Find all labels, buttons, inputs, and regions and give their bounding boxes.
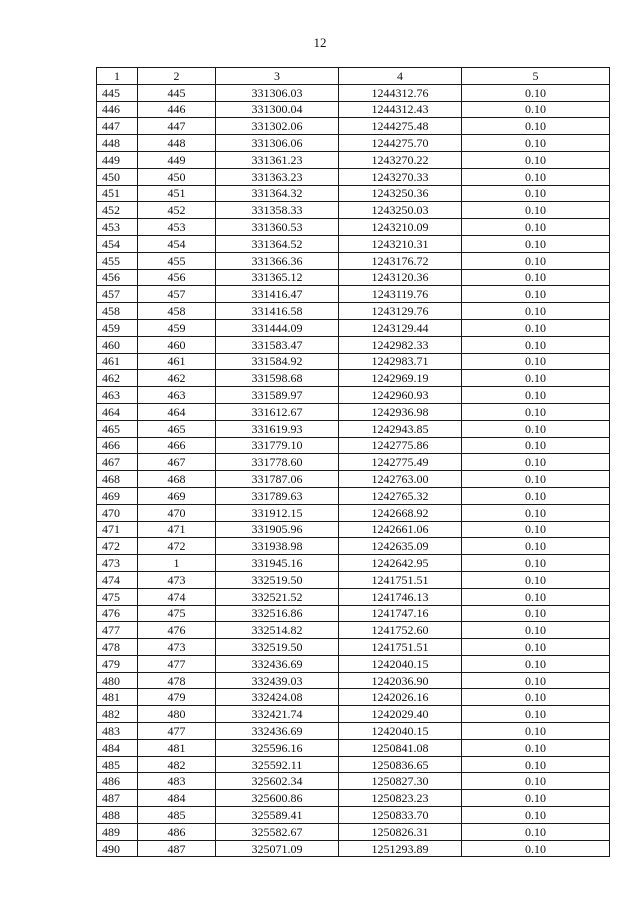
point-id-cell: 487 <box>138 840 216 857</box>
point-id-cell: 483 <box>138 773 216 790</box>
table-row <box>97 101 610 118</box>
value-cell: 0.10 <box>462 605 610 622</box>
point-id-cell: 473 <box>138 571 216 588</box>
x-coordinate-cell: 331366.36 <box>216 252 339 269</box>
y-coordinate-cell: 1242765.32 <box>339 487 462 504</box>
value-cell: 0.10 <box>462 135 610 152</box>
x-coordinate-cell: 332439.03 <box>216 672 339 689</box>
point-id-cell: 456 <box>138 269 216 286</box>
table-row <box>97 370 610 387</box>
x-coordinate-cell: 331787.06 <box>216 471 339 488</box>
value-cell: 0.10 <box>462 168 610 185</box>
y-coordinate-cell: 1242642.95 <box>339 555 462 572</box>
x-coordinate-cell: 331612.67 <box>216 403 339 420</box>
x-coordinate-cell: 331912.15 <box>216 504 339 521</box>
row-number-cell: 461 <box>97 353 138 370</box>
value-cell: 0.10 <box>462 739 610 756</box>
row-number-cell: 449 <box>97 151 138 168</box>
y-coordinate-cell: 1241751.51 <box>339 571 462 588</box>
table-body <box>97 84 610 857</box>
point-id-cell: 480 <box>138 706 216 723</box>
value-cell: 0.10 <box>462 252 610 269</box>
column-header: 1 <box>97 68 138 85</box>
x-coordinate-cell: 325602.34 <box>216 773 339 790</box>
y-coordinate-cell: 1244312.43 <box>339 101 462 118</box>
value-cell: 0.10 <box>462 471 610 488</box>
x-coordinate-cell: 325596.16 <box>216 739 339 756</box>
value-cell: 0.10 <box>462 504 610 521</box>
row-number-cell: 453 <box>97 219 138 236</box>
row-number-cell: 464 <box>97 403 138 420</box>
value-cell: 0.10 <box>462 790 610 807</box>
value-cell: 0.10 <box>462 689 610 706</box>
y-coordinate-cell: 1241746.13 <box>339 588 462 605</box>
value-cell: 0.10 <box>462 672 610 689</box>
x-coordinate-cell: 332436.69 <box>216 723 339 740</box>
y-coordinate-cell: 1242036.90 <box>339 672 462 689</box>
table-row <box>97 420 610 437</box>
point-id-cell: 477 <box>138 655 216 672</box>
row-number-cell: 450 <box>97 168 138 185</box>
row-number-cell: 478 <box>97 639 138 656</box>
x-coordinate-cell: 331306.03 <box>216 84 339 101</box>
point-id-cell: 1 <box>138 555 216 572</box>
row-number-cell: 454 <box>97 235 138 252</box>
value-cell: 0.10 <box>462 437 610 454</box>
point-id-cell: 474 <box>138 588 216 605</box>
value-cell: 0.10 <box>462 823 610 840</box>
point-id-cell: 478 <box>138 672 216 689</box>
x-coordinate-cell: 332521.52 <box>216 588 339 605</box>
table-row <box>97 756 610 773</box>
x-coordinate-cell: 331361.23 <box>216 151 339 168</box>
row-number-cell: 465 <box>97 420 138 437</box>
table-row <box>97 185 610 202</box>
row-number-cell: 469 <box>97 487 138 504</box>
point-id-cell: 475 <box>138 605 216 622</box>
point-id-cell: 479 <box>138 689 216 706</box>
row-number-cell: 445 <box>97 84 138 101</box>
value-cell: 0.10 <box>462 655 610 672</box>
value-cell: 0.10 <box>462 235 610 252</box>
y-coordinate-cell: 1243270.22 <box>339 151 462 168</box>
point-id-cell: 484 <box>138 790 216 807</box>
table-row <box>97 706 610 723</box>
y-coordinate-cell: 1243120.36 <box>339 269 462 286</box>
row-number-cell: 473 <box>97 555 138 572</box>
table-row <box>97 639 610 656</box>
y-coordinate-cell: 1250833.70 <box>339 807 462 824</box>
row-number-cell: 474 <box>97 571 138 588</box>
x-coordinate-cell: 332421.74 <box>216 706 339 723</box>
x-coordinate-cell: 331938.98 <box>216 538 339 555</box>
y-coordinate-cell: 1243176.72 <box>339 252 462 269</box>
value-cell: 0.10 <box>462 151 610 168</box>
value-cell: 0.10 <box>462 420 610 437</box>
point-id-cell: 460 <box>138 336 216 353</box>
y-coordinate-cell: 1251293.89 <box>339 840 462 857</box>
table-row <box>97 437 610 454</box>
y-coordinate-cell: 1243129.76 <box>339 303 462 320</box>
table-row <box>97 689 610 706</box>
value-cell: 0.10 <box>462 706 610 723</box>
x-coordinate-cell: 331358.33 <box>216 202 339 219</box>
point-id-cell: 452 <box>138 202 216 219</box>
table-row <box>97 672 610 689</box>
row-number-cell: 446 <box>97 101 138 118</box>
point-id-cell: 485 <box>138 807 216 824</box>
row-number-cell: 476 <box>97 605 138 622</box>
y-coordinate-cell: 1241752.60 <box>339 622 462 639</box>
value-cell: 0.10 <box>462 370 610 387</box>
table-row <box>97 168 610 185</box>
value-cell: 0.10 <box>462 185 610 202</box>
table-row <box>97 521 610 538</box>
x-coordinate-cell: 325600.86 <box>216 790 339 807</box>
table-row <box>97 605 610 622</box>
y-coordinate-cell: 1242982.33 <box>339 336 462 353</box>
value-cell: 0.10 <box>462 84 610 101</box>
point-id-cell: 476 <box>138 622 216 639</box>
table-row <box>97 319 610 336</box>
point-id-cell: 455 <box>138 252 216 269</box>
row-number-cell: 467 <box>97 454 138 471</box>
x-coordinate-cell: 325589.41 <box>216 807 339 824</box>
value-cell: 0.10 <box>462 521 610 538</box>
row-number-cell: 489 <box>97 823 138 840</box>
y-coordinate-cell: 1250827.30 <box>339 773 462 790</box>
table-row <box>97 118 610 135</box>
point-id-cell: 469 <box>138 487 216 504</box>
point-id-cell: 457 <box>138 286 216 303</box>
value-cell: 0.10 <box>462 773 610 790</box>
table-row <box>97 286 610 303</box>
row-number-cell: 470 <box>97 504 138 521</box>
value-cell: 0.10 <box>462 336 610 353</box>
table-row <box>97 353 610 370</box>
point-id-cell: 462 <box>138 370 216 387</box>
y-coordinate-cell: 1250823.23 <box>339 790 462 807</box>
page-number: 12 <box>313 35 327 50</box>
value-cell: 0.10 <box>462 101 610 118</box>
table-row <box>97 655 610 672</box>
y-coordinate-cell: 1243250.03 <box>339 202 462 219</box>
y-coordinate-cell: 1250826.31 <box>339 823 462 840</box>
value-cell: 0.10 <box>462 286 610 303</box>
point-id-cell: 445 <box>138 84 216 101</box>
point-id-cell: 466 <box>138 437 216 454</box>
x-coordinate-cell: 331416.47 <box>216 286 339 303</box>
row-number-cell: 452 <box>97 202 138 219</box>
table-row <box>97 454 610 471</box>
point-id-cell: 458 <box>138 303 216 320</box>
y-coordinate-cell: 1242040.15 <box>339 655 462 672</box>
point-id-cell: 473 <box>138 639 216 656</box>
point-id-cell: 447 <box>138 118 216 135</box>
value-cell: 0.10 <box>462 555 610 572</box>
x-coordinate-cell: 331416.58 <box>216 303 339 320</box>
y-coordinate-cell: 1242763.00 <box>339 471 462 488</box>
value-cell: 0.10 <box>462 723 610 740</box>
point-id-cell: 451 <box>138 185 216 202</box>
row-number-cell: 455 <box>97 252 138 269</box>
table-row <box>97 555 610 572</box>
y-coordinate-cell: 1242983.71 <box>339 353 462 370</box>
x-coordinate-cell: 331945.16 <box>216 555 339 572</box>
row-number-cell: 459 <box>97 319 138 336</box>
row-number-cell: 487 <box>97 790 138 807</box>
y-coordinate-cell: 1241747.16 <box>339 605 462 622</box>
y-coordinate-cell: 1243119.76 <box>339 286 462 303</box>
table-row <box>97 588 610 605</box>
x-coordinate-cell: 331365.12 <box>216 269 339 286</box>
table-row <box>97 471 610 488</box>
y-coordinate-cell: 1242969.19 <box>339 370 462 387</box>
x-coordinate-cell: 331619.93 <box>216 420 339 437</box>
x-coordinate-cell: 332519.50 <box>216 571 339 588</box>
x-coordinate-cell: 331905.96 <box>216 521 339 538</box>
y-coordinate-cell: 1244275.70 <box>339 135 462 152</box>
y-coordinate-cell: 1244312.76 <box>339 84 462 101</box>
x-coordinate-cell: 331364.52 <box>216 235 339 252</box>
table-row <box>97 538 610 555</box>
x-coordinate-cell: 331364.32 <box>216 185 339 202</box>
row-number-cell: 462 <box>97 370 138 387</box>
y-coordinate-cell: 1242026.16 <box>339 689 462 706</box>
row-number-cell: 472 <box>97 538 138 555</box>
row-number-cell: 488 <box>97 807 138 824</box>
table-row <box>97 823 610 840</box>
value-cell: 0.10 <box>462 571 610 588</box>
x-coordinate-cell: 331363.23 <box>216 168 339 185</box>
x-coordinate-cell: 332516.86 <box>216 605 339 622</box>
y-coordinate-cell: 1243270.33 <box>339 168 462 185</box>
value-cell: 0.10 <box>462 353 610 370</box>
coordinates-table <box>96 67 610 857</box>
y-coordinate-cell: 1242661.06 <box>339 521 462 538</box>
row-number-cell: 457 <box>97 286 138 303</box>
row-number-cell: 458 <box>97 303 138 320</box>
table-row <box>97 235 610 252</box>
value-cell: 0.10 <box>462 487 610 504</box>
y-coordinate-cell: 1244275.48 <box>339 118 462 135</box>
y-coordinate-cell: 1242668.92 <box>339 504 462 521</box>
value-cell: 0.10 <box>462 622 610 639</box>
table-row <box>97 269 610 286</box>
table-row <box>97 219 610 236</box>
table-row <box>97 84 610 101</box>
table-row <box>97 252 610 269</box>
table-row <box>97 504 610 521</box>
point-id-cell: 448 <box>138 135 216 152</box>
point-id-cell: 468 <box>138 471 216 488</box>
point-id-cell: 470 <box>138 504 216 521</box>
table-row <box>97 387 610 404</box>
x-coordinate-cell: 325582.67 <box>216 823 339 840</box>
row-number-cell: 483 <box>97 723 138 740</box>
row-number-cell: 486 <box>97 773 138 790</box>
x-coordinate-cell: 332514.82 <box>216 622 339 639</box>
point-id-cell: 465 <box>138 420 216 437</box>
point-id-cell: 454 <box>138 235 216 252</box>
x-coordinate-cell: 331598.68 <box>216 370 339 387</box>
point-id-cell: 464 <box>138 403 216 420</box>
column-header: 5 <box>462 68 610 85</box>
x-coordinate-cell: 331789.63 <box>216 487 339 504</box>
row-number-cell: 468 <box>97 471 138 488</box>
table-row <box>97 303 610 320</box>
row-number-cell: 460 <box>97 336 138 353</box>
value-cell: 0.10 <box>462 219 610 236</box>
value-cell: 0.10 <box>462 588 610 605</box>
point-id-cell: 472 <box>138 538 216 555</box>
x-coordinate-cell: 331583.47 <box>216 336 339 353</box>
table-row <box>97 739 610 756</box>
row-number-cell: 466 <box>97 437 138 454</box>
table-row <box>97 790 610 807</box>
y-coordinate-cell: 1243210.31 <box>339 235 462 252</box>
x-coordinate-cell: 331444.09 <box>216 319 339 336</box>
x-coordinate-cell: 325592.11 <box>216 756 339 773</box>
x-coordinate-cell: 331306.06 <box>216 135 339 152</box>
table-row <box>97 403 610 420</box>
value-cell: 0.10 <box>462 303 610 320</box>
table-row <box>97 571 610 588</box>
row-number-cell: 479 <box>97 655 138 672</box>
value-cell: 0.10 <box>462 269 610 286</box>
column-header: 2 <box>138 68 216 85</box>
point-id-cell: 486 <box>138 823 216 840</box>
table-row <box>97 336 610 353</box>
row-number-cell: 490 <box>97 840 138 857</box>
row-number-cell: 451 <box>97 185 138 202</box>
x-coordinate-cell: 331300.04 <box>216 101 339 118</box>
point-id-cell: 453 <box>138 219 216 236</box>
value-cell: 0.10 <box>462 840 610 857</box>
x-coordinate-cell: 331360.53 <box>216 219 339 236</box>
table-row <box>97 487 610 504</box>
y-coordinate-cell: 1242029.40 <box>339 706 462 723</box>
row-number-cell: 447 <box>97 118 138 135</box>
row-number-cell: 477 <box>97 622 138 639</box>
y-coordinate-cell: 1243250.36 <box>339 185 462 202</box>
value-cell: 0.10 <box>462 538 610 555</box>
value-cell: 0.10 <box>462 454 610 471</box>
point-id-cell: 446 <box>138 101 216 118</box>
y-coordinate-cell: 1243210.09 <box>339 219 462 236</box>
table-row <box>97 622 610 639</box>
value-cell: 0.10 <box>462 118 610 135</box>
point-id-cell: 463 <box>138 387 216 404</box>
y-coordinate-cell: 1250841.08 <box>339 739 462 756</box>
y-coordinate-cell: 1242040.15 <box>339 723 462 740</box>
point-id-cell: 471 <box>138 521 216 538</box>
x-coordinate-cell: 331302.06 <box>216 118 339 135</box>
x-coordinate-cell: 331584.92 <box>216 353 339 370</box>
table-row <box>97 807 610 824</box>
x-coordinate-cell: 331589.97 <box>216 387 339 404</box>
table-row <box>97 773 610 790</box>
row-number-cell: 448 <box>97 135 138 152</box>
row-number-cell: 484 <box>97 739 138 756</box>
x-coordinate-cell: 332424.08 <box>216 689 339 706</box>
row-number-cell: 471 <box>97 521 138 538</box>
x-coordinate-cell: 325071.09 <box>216 840 339 857</box>
row-number-cell: 482 <box>97 706 138 723</box>
point-id-cell: 449 <box>138 151 216 168</box>
x-coordinate-cell: 331778.60 <box>216 454 339 471</box>
table-header-row <box>97 68 610 85</box>
column-header: 3 <box>216 68 339 85</box>
table-row <box>97 840 610 857</box>
column-header: 4 <box>339 68 462 85</box>
point-id-cell: 482 <box>138 756 216 773</box>
point-id-cell: 450 <box>138 168 216 185</box>
row-number-cell: 481 <box>97 689 138 706</box>
value-cell: 0.10 <box>462 403 610 420</box>
row-number-cell: 480 <box>97 672 138 689</box>
point-id-cell: 459 <box>138 319 216 336</box>
y-coordinate-cell: 1242936.98 <box>339 403 462 420</box>
table-row <box>97 151 610 168</box>
point-id-cell: 481 <box>138 739 216 756</box>
point-id-cell: 461 <box>138 353 216 370</box>
y-coordinate-cell: 1242960.93 <box>339 387 462 404</box>
point-id-cell: 477 <box>138 723 216 740</box>
point-id-cell: 467 <box>138 454 216 471</box>
y-coordinate-cell: 1242775.86 <box>339 437 462 454</box>
y-coordinate-cell: 1241751.51 <box>339 639 462 656</box>
row-number-cell: 456 <box>97 269 138 286</box>
y-coordinate-cell: 1250836.65 <box>339 756 462 773</box>
table-row <box>97 135 610 152</box>
y-coordinate-cell: 1242943.85 <box>339 420 462 437</box>
row-number-cell: 485 <box>97 756 138 773</box>
row-number-cell: 475 <box>97 588 138 605</box>
table-row <box>97 723 610 740</box>
y-coordinate-cell: 1243129.44 <box>339 319 462 336</box>
value-cell: 0.10 <box>462 756 610 773</box>
value-cell: 0.10 <box>462 202 610 219</box>
table-row <box>97 202 610 219</box>
y-coordinate-cell: 1242635.09 <box>339 538 462 555</box>
row-number-cell: 463 <box>97 387 138 404</box>
value-cell: 0.10 <box>462 387 610 404</box>
x-coordinate-cell: 332436.69 <box>216 655 339 672</box>
value-cell: 0.10 <box>462 319 610 336</box>
y-coordinate-cell: 1242775.49 <box>339 454 462 471</box>
x-coordinate-cell: 331779.10 <box>216 437 339 454</box>
value-cell: 0.10 <box>462 639 610 656</box>
x-coordinate-cell: 332519.50 <box>216 639 339 656</box>
value-cell: 0.10 <box>462 807 610 824</box>
